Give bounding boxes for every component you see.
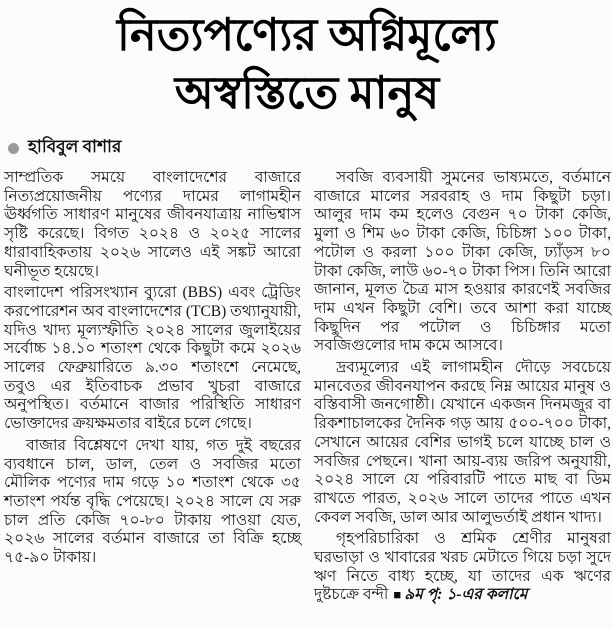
byline-author: হাবিবুল বাশার: [28, 137, 122, 156]
left-column: [4, 169, 301, 568]
right-paragraph-1: সবজি ব্যবসায়ী সুমনের ভাষ্যমতে, বর্তমানে বাজারে মালের সরবরাহ ও দাম কিছুটা চড়া। আলুর দাম কম হলেও বেগুন ৭০ টাকা কেজি, মুলা ও শিম ৬০ টাকা কেজি, চিচিঙ্গা ১০০ টাকা, পটোল ও করলা ১০০ টাকা কেজি, ঢ্যাঁড়স ৮০ টাকা কেজি, লাউ ৬০-৭০ টাকা পিস। তিনি আরো জানান, মূলত চৈত্র মাস হওয়ার কারণেই সবজির দাম এখন কিছুটা বেশি। তবে আশা করা যাচ্ছে কিছুদিন পর পটোল ও চিচিঙ্গার মতো সবজিগুলোর দাম কমে আসবে।: [314, 169, 611, 355]
right-paragraph-3-text: গৃহপরিচারিকা ও শ্রমিক শ্রেণীর মানুষরা ঘরভাড়া ও খাবারের খরচ মেটাতে গিয়ে চড়া সুদে ঋণ নিতে বাধ্য হচ্ছে, যা তাদের এক ঋণের দুষ্টচক্রে বন্দী: [314, 530, 611, 604]
continuation-note: ৯ম পৃ: ১-এর কলামে: [404, 586, 528, 604]
right-column: [314, 169, 611, 605]
byline-bullet-icon: [8, 143, 19, 154]
headline-line-2: অস্বস্তিতে মানুষ: [174, 68, 440, 118]
article-headline: [4, 6, 610, 122]
left-paragraph-1: সাম্প্রতিক সময়ে বাংলাদেশের বাজারে নিত্যপ্রয়োজনীয় পণ্যের দামের লাগামহীন ঊর্ধ্বগতি সাধারণ মানুষের জীবনযাত্রায় নাভিশ্বাস সৃষ্টি করেছে। বিগত ২০২৪ ও ২০২৫ সালের ধারাবাহিকতায় ২০২৬ সালেও এই সঙ্কট আরো ঘনীভূত হয়েছে।: [4, 169, 301, 280]
article-body: [4, 169, 610, 605]
headline-line-1: নিত্যপণ্যের অগ্নিমূল্যে: [117, 10, 497, 60]
end-square-icon: ■: [393, 587, 402, 603]
left-paragraph-2: বাংলাদেশ পরিসংখ্যান ব্যুরো (BBS) এবং ট্রেডিং করপোরেশন অব বাংলাদেশের (TCB) তথ্যানুযায়ী, যদিও খাদ্য মূল্যস্ফীতি ২০২৪ সালের জুলাইয়ের সর্বোচ্চ ১৪.১০ শতাংশ থেকে কিছুটা কমে ২০২৬ সালের ফেব্রুয়ারিতে ৯.৩০ শতাংশে নেমেছে, তবুও এর ইতিবাচক প্রভাব খুচরা বাজারে অনুপস্থিত। বর্তমানে বাজার পরিস্থিতি সাধারণ ভোক্তাদের ক্রয়ক্ষমতার বাইরে চলে গেছে।: [4, 284, 301, 433]
right-paragraph-2: দ্রব্যমূল্যের এই লাগামহীন দৌড়ে সবচেয়ে মানবেতর জীবনযাপন করছে নিম্ন আয়ের মানুষ ও বস্তিবাসী জনগোষ্ঠী। যেখানে একজন দিনমজুর বা রিকশাচালকের দৈনিক গড় আয় ৫০০-৭০০ টাকা, সেখানে আয়ের বেশির ভাগই চলে যাচ্ছে চাল ও সবজির পেছনে। খানা আয়-ব্যয় জরিপ অনুযায়ী, ২০২৪ সালে যে পরিবারটি পাতে মাছ বা ডিম রাখতে পারত, ২০২৬ সালে তাদের পাতে এখন কেবল সবজি, ডাল আর আলুভর্তাই প্রধান খাদ্য।: [314, 359, 611, 526]
right-paragraph-3: [314, 530, 611, 605]
left-paragraph-3: বাজার বিশ্লেষণে দেখা যায়, গত দুই বছরের ব্যবধানে চাল, ডাল, তেল ও সবজির মতো মৌলিক পণ্যের দাম গড়ে ১০ শতাংশ থেকে ৩৫ শতাংশ পর্যন্ত বৃদ্ধি পেয়েছে। ২০২৪ সালে যে সরু চাল প্রতি কেজি ৭০-৮০ টাকায় পাওয়া যেত, ২০২৬ সালের বর্তমান বাজারে তা বিক্রি হচ্ছে ৭৫-৯০ টাকায়।: [4, 436, 301, 567]
byline: [8, 134, 610, 162]
